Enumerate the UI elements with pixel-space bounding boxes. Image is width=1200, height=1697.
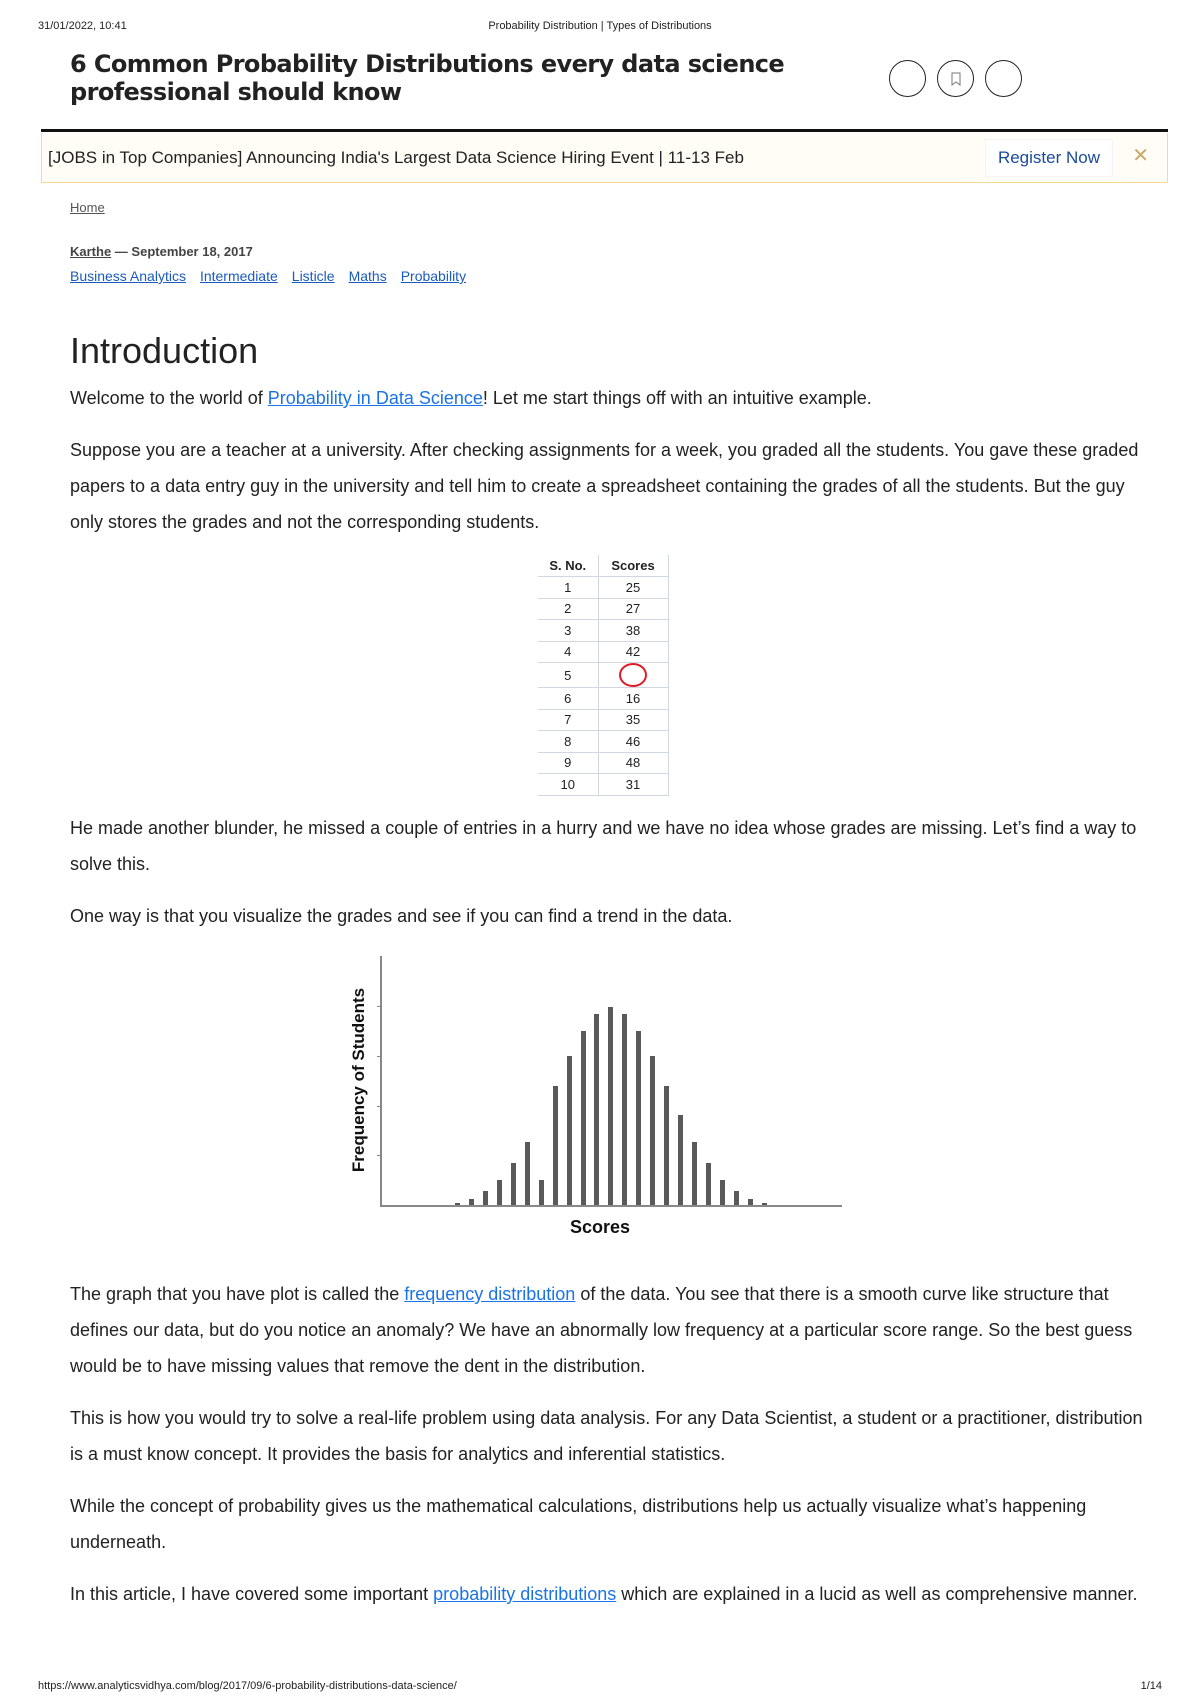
bar bbox=[692, 1142, 697, 1207]
paragraph: He made another blunder, he missed a couple of entries in a hurry and we have no idea whose grades are missing. Let’s find a way to solve this. bbox=[70, 818, 1137, 874]
bar bbox=[525, 1142, 530, 1207]
table-row bbox=[538, 774, 668, 796]
breadcrumb-home[interactable]: Home bbox=[70, 200, 105, 215]
bar bbox=[734, 1191, 739, 1206]
bar bbox=[720, 1180, 725, 1206]
bar bbox=[622, 1014, 627, 1207]
table-header-row bbox=[538, 555, 668, 577]
table-row bbox=[538, 731, 668, 753]
bar bbox=[594, 1014, 599, 1207]
missing-cell bbox=[598, 663, 668, 688]
table-row bbox=[538, 688, 668, 710]
cell: 48 bbox=[598, 752, 668, 774]
red-circle-annotation bbox=[619, 663, 647, 687]
tag-intermediate[interactable]: Intermediate bbox=[199, 268, 278, 284]
table-row bbox=[538, 663, 668, 688]
tag-business-analytics[interactable]: Business Analytics bbox=[70, 268, 186, 284]
cell: 1 bbox=[538, 577, 598, 599]
print-datetime: 31/01/2022, 10:41 bbox=[38, 20, 127, 32]
cell: 31 bbox=[598, 774, 668, 796]
cell: 4 bbox=[538, 641, 598, 663]
bar bbox=[664, 1086, 669, 1206]
author-link[interactable]: Karthe bbox=[70, 244, 112, 259]
paragraph bbox=[70, 1576, 1150, 1612]
bar bbox=[497, 1180, 502, 1206]
cell: 10 bbox=[538, 774, 598, 796]
bar bbox=[636, 1031, 641, 1207]
cell: 16 bbox=[598, 688, 668, 710]
promo-banner bbox=[41, 133, 1168, 183]
y-axis-label: Frequency of Students bbox=[349, 987, 368, 1173]
cell: 42 bbox=[598, 641, 668, 663]
bars bbox=[380, 950, 842, 1206]
bar bbox=[553, 1086, 558, 1206]
table-row bbox=[538, 752, 668, 774]
text: of the data. You see that there is a smooth curve like structure that defines our data, but do you notice an anomaly? We have an abnormally low frequency at a particular score range. So the best guess would be to have missing values that remove the dent in the distribution. bbox=[70, 1284, 1133, 1376]
section-heading: Introduction bbox=[70, 330, 259, 371]
close-icon[interactable]: ✕ bbox=[1132, 145, 1149, 167]
text: In this article, I have covered some important bbox=[70, 1584, 434, 1604]
cell: 5 bbox=[538, 663, 598, 688]
table-row bbox=[538, 641, 668, 663]
cell: 8 bbox=[538, 731, 598, 753]
frequency-chart bbox=[340, 950, 860, 1250]
header-divider bbox=[41, 129, 1168, 132]
cell: 6 bbox=[538, 688, 598, 710]
cell: 2 bbox=[538, 598, 598, 620]
cell: 35 bbox=[598, 709, 668, 731]
paragraph bbox=[70, 380, 1150, 416]
table-row bbox=[538, 577, 668, 599]
bar bbox=[483, 1191, 488, 1206]
cell: 7 bbox=[538, 709, 598, 731]
text: which are explained in a lucid as well as comprehensive manner. bbox=[616, 1584, 1138, 1604]
banner-text: [JOBS in Top Companies] Announcing India's Largest Data Science Hiring Event | 11-13 Feb bbox=[48, 147, 744, 167]
article-title: 6 Common Probability Distributions every data science professional should know bbox=[70, 50, 785, 106]
share-button[interactable] bbox=[889, 60, 926, 97]
cell: 3 bbox=[538, 620, 598, 642]
tag-maths[interactable]: Maths bbox=[348, 268, 387, 284]
paragraph bbox=[70, 1276, 1150, 1384]
page-number: 1/14 bbox=[1140, 1680, 1162, 1692]
table-row bbox=[538, 620, 668, 642]
bar bbox=[706, 1163, 711, 1206]
publish-date: September 18, 2017 bbox=[131, 244, 253, 259]
bar bbox=[678, 1115, 683, 1207]
cell: 9 bbox=[538, 752, 598, 774]
cell: 27 bbox=[598, 598, 668, 620]
column-header: Scores bbox=[598, 555, 668, 577]
paragraph: This is how you would try to solve a real-life problem using data analysis. For any Data Scientist, a student or a practitioner, distribution is a must know concept. It provides the basis for analytics and inferential statistics. bbox=[70, 1408, 1143, 1464]
paragraph: One way is that you visualize the grades and see if you can find a trend in the data. bbox=[70, 906, 733, 926]
paragraph: While the concept of probability gives us the mathematical calculations, distributions help us actually visualize what’s happening underneath. bbox=[70, 1496, 1087, 1552]
bookmark-icon bbox=[951, 72, 961, 86]
text: Welcome to the world of bbox=[70, 388, 268, 408]
bookmark-button[interactable] bbox=[937, 60, 974, 97]
table-row bbox=[538, 709, 668, 731]
cell: 38 bbox=[598, 620, 668, 642]
x-axis-label: Scores bbox=[570, 1217, 631, 1237]
x-axis bbox=[380, 1205, 842, 1207]
bar bbox=[608, 1007, 613, 1207]
text: The graph that you have plot is called the bbox=[70, 1284, 405, 1304]
text: ! Let me start things off with an intuitive example. bbox=[482, 388, 872, 408]
scores-table bbox=[538, 555, 669, 796]
column-header: S. No. bbox=[538, 555, 598, 577]
more-button[interactable] bbox=[985, 60, 1022, 97]
probability-distributions-link[interactable]: probability distributions bbox=[433, 1584, 617, 1604]
bar bbox=[511, 1163, 516, 1206]
probability-link[interactable]: Probability in Data Science bbox=[267, 388, 483, 408]
cell: 46 bbox=[598, 731, 668, 753]
print-url: https://www.analyticsvidhya.com/blog/2017/09/6-probability-distributions-data-science/ bbox=[38, 1680, 457, 1692]
tag-probability[interactable]: Probability bbox=[400, 268, 467, 284]
bar bbox=[539, 1180, 544, 1206]
tag-listicle[interactable]: Listicle bbox=[291, 268, 335, 284]
bar bbox=[567, 1056, 572, 1206]
bar bbox=[650, 1056, 655, 1206]
frequency-distribution-link[interactable]: frequency distribution bbox=[404, 1284, 576, 1304]
print-page-title: Probability Distribution | Types of Distributions bbox=[488, 20, 712, 32]
meta-separator: — bbox=[111, 244, 132, 259]
paragraph: Suppose you are a teacher at a university. After checking assignments for a week, you graded all the students. You gave these graded papers to a data entry guy in the university and tell him to create a spreadsheet containing the grades of all the students. But the guy only stores the grades and not the corresponding students. bbox=[70, 440, 1139, 532]
tag-list bbox=[70, 268, 466, 284]
article-meta bbox=[70, 244, 253, 259]
table-row bbox=[538, 598, 668, 620]
register-now-button[interactable]: Register Now bbox=[985, 139, 1113, 177]
cell: 25 bbox=[598, 577, 668, 599]
bar bbox=[581, 1031, 586, 1207]
